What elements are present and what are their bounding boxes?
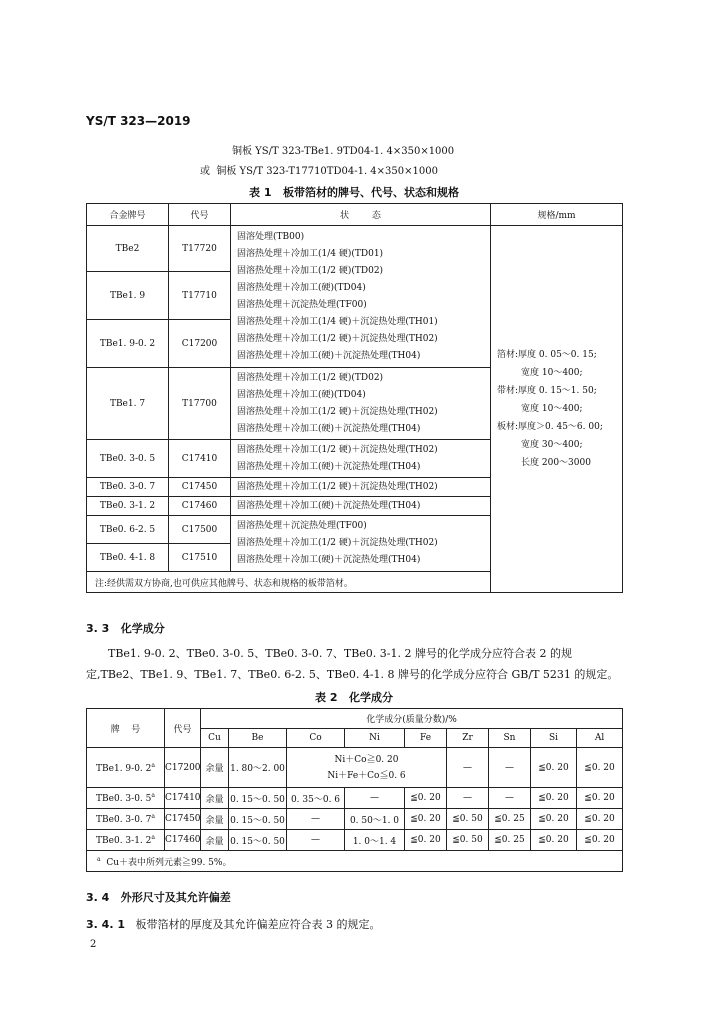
al-cell: ≦0. 20 [577,809,623,830]
be-cell: 1. 80～2. 00 [229,748,287,788]
state-line: 固溶热处理＋冷加工(硬)＋沉淀热处理(TH04) [237,461,421,472]
state-cell [231,478,491,497]
designation-example-2: 或 铜板 YS/T 323-T17710TD04-1. 4×350×1000 [200,166,438,177]
section-3-4-1 [86,916,380,932]
table1-caption: 表 1 板带箔材的牌号、代号、状态和规格 [249,186,459,199]
table-row [87,226,623,272]
state-line: 固溶热处理＋冷加工(硬)(TD04) [237,282,366,293]
ni-cell: — [345,788,405,809]
code-cell: T17720 [169,226,231,272]
element-header: Sn [489,729,531,748]
state-line: 固溶热处理＋冷加工(1/2 硬)＋沉淀热处理(TH02) [237,538,438,548]
state-cell [231,226,491,368]
code-cell: C17460 [165,830,201,851]
grade-cell: TBe0. 3-0. 7$^a$ [87,809,165,830]
fe-cell: ≦0. 20 [405,788,447,809]
header-grade: 合金牌号 [87,204,169,226]
table1 [86,203,623,593]
table-row [87,830,623,851]
co-cell: — [287,830,345,851]
spec-line: 长度 200～3000 [521,458,591,468]
element-header: Al [577,729,623,748]
sn-cell: ≦0. 25 [489,830,531,851]
grade-cell: TBe1. 9-0. 2 [87,320,169,368]
be-cell: 0. 15～0. 50 [229,830,287,851]
code-cell: T17710 [169,272,231,320]
state-line: 固溶热处理＋冷加工(硬)＋沉淀热处理(TH04) [237,423,421,434]
zr-cell: ≦0. 50 [447,809,489,830]
code-cell: C17450 [169,478,231,497]
table2-caption: 表 2 化学成分 [315,691,393,704]
state-cell [231,440,491,478]
cu-cell: 余量 [201,788,229,809]
element-header: Fe [405,729,447,748]
zr-cell: — [447,748,489,788]
ni-cell: 0. 50～1. 0 [345,809,405,830]
sn-cell: — [489,788,531,809]
grade-cell: TBe1. 9-0. 2$^a$ [87,748,165,788]
state-line: 固溶热处理＋沉淀热处理(TF00) [237,521,367,531]
si-cell: ≦0. 20 [531,830,577,851]
state-line: 固溶热处理＋冷加工(硬)＋沉淀热处理(TH04) [237,555,421,565]
element-header: Cu [201,729,229,748]
fe-cell: ≦0. 20 [405,830,447,851]
grade-cell: TBe0. 3-1. 2 [87,497,169,516]
table1-note: 注:经供需双方协商,也可供应其他牌号、状态和规格的板带箔材。 [87,572,623,593]
be-cell: 0. 15～0. 50 [229,788,287,809]
table2-footnote-row [87,851,623,872]
header-chemical-composition: 化学成分(质量分数)/% [201,709,623,729]
section-3-3-heading: 3. 3 化学成分 [86,622,165,635]
code-cell: C17410 [165,788,201,809]
al-cell: ≦0. 20 [577,788,623,809]
co-cell: — [287,809,345,830]
standard-number: YS/T 323—2019 [86,114,191,128]
header-code: 代号 [165,709,201,748]
code-cell: C17200 [165,748,201,788]
grade-cell: TBe1. 9 [87,272,169,320]
section-3-3-paragraph: TBe1. 9-0. 2、TBe0. 3-0. 5、TBe0. 3-0. 7、TBe0. 3-1. 2 牌号的化学成分应符合表 2 的规定,TBe2、TBe1. 9、TBe1. 7、TBe0. 6-2. 5、TBe0. 4-1. 8 牌号的化学成分应符合 GB/T 5231 的规定。 [86,647,619,681]
grade-cell: TBe2 [87,226,169,272]
spec-line: 宽度 30～400; [521,440,583,450]
state-line: 固溶热处理＋冷加工(硬)(TD04) [237,389,366,400]
state-line: 固溶热处理＋冷加工(1/4 硬)(TD01) [237,248,384,259]
header-spec: 规格/mm [491,204,623,226]
table2 [86,708,623,872]
spec-cell [491,226,623,593]
element-header: Co [287,729,345,748]
co-cell: 0. 35～0. 6 [287,788,345,809]
fe-cell: ≦0. 20 [405,809,447,830]
zr-cell: ≦0. 50 [447,830,489,851]
table-row [87,788,623,809]
header-code: 代号 [169,204,231,226]
section-3-4-heading: 3. 4 外形尺寸及其允许偏差 [86,891,231,904]
footnote-mark: a [97,855,101,863]
sn-cell: ≦0. 25 [489,809,531,830]
state-line: 固溶热处理＋冷加工(1/2 硬)＋沉淀热处理(TH02) [237,481,438,492]
grade-cell: TBe0. 3-0. 5 [87,440,169,478]
element-header: Be [229,729,287,748]
state-line: 固溶热处理＋冷加工(1/2 硬)(TD02) [237,265,384,276]
state-line: 固溶热处理＋冷加工(1/4 硬)＋沉淀热处理(TH01) [237,316,438,327]
state-line: 固溶热处理＋冷加工(1/2 硬)(TD02) [237,372,384,383]
state-line: 固溶热处理＋冷加工(1/2 硬)＋沉淀热处理(TH02) [237,406,438,417]
ni-cell: 1. 0～1. 4 [345,830,405,851]
spec-line: 宽度 10～400; [521,368,583,378]
state-line: 固溶热处理＋沉淀热处理(TF00) [237,299,367,310]
code-cell: C17510 [169,544,231,572]
designation-example-1: 铜板 YS/T 323-TBe1. 9TD04-1. 4×350×1000 [232,146,455,157]
grade-cell: TBe0. 3-0. 5$^a$ [87,788,165,809]
spec-line: 板材:厚度＞0. 45～6. 00; [497,422,603,432]
state-cell [231,368,491,440]
element-header: Ni [345,729,405,748]
spec-line: 箔材:厚度 0. 05～0. 15; [497,350,597,360]
element-header: Zr [447,729,489,748]
header-state: 状 态 [231,204,491,226]
grade-cell: TBe0. 4-1. 8 [87,544,169,572]
state-line: 固溶处理(TB00) [237,231,305,242]
code-cell: C17450 [165,809,201,830]
table1-header-row [87,204,623,226]
section-3-4-1-number: 3. 4. 1 [86,918,125,931]
state-line: 固溶热处理＋冷加工(硬)＋沉淀热处理(TH04) [237,500,421,511]
section-3-4-1-text: 板带箔材的厚度及其允许偏差应符合表 3 的规定。 [135,918,381,931]
grade-cell: TBe1. 7 [87,368,169,440]
code-cell: C17200 [169,320,231,368]
state-line: 固溶热处理＋冷加工(1/2 硬)＋沉淀热处理(TH02) [237,444,438,455]
table2-footnote: $^a$ Cu＋表中所列元素≧99. 5%。 [87,851,623,872]
state-line: 固溶热处理＋冷加工(1/2 硬)＋沉淀热处理(TH02) [237,333,438,344]
sn-cell: — [489,748,531,788]
page-number: 2 [90,939,97,950]
spec-line: 带材:厚度 0. 15～1. 50; [497,386,597,396]
table1-note-row [87,572,623,593]
table-row [87,809,623,830]
state-cell [231,497,491,516]
zr-cell: — [447,788,489,809]
be-cell: 0. 15～0. 50 [229,809,287,830]
si-cell: ≦0. 20 [531,809,577,830]
grade-cell: TBe0. 3-1. 2$^a$ [87,830,165,851]
code-cell: T17700 [169,368,231,440]
cu-cell: 余量 [201,809,229,830]
grade-cell: TBe0. 3-0. 7 [87,478,169,497]
si-cell: ≦0. 20 [531,788,577,809]
al-cell: ≦0. 20 [577,830,623,851]
table-row [87,748,623,788]
state-cell [231,516,491,572]
code-cell: C17410 [169,440,231,478]
code-cell: C17460 [169,497,231,516]
combined-ni-co-fe-cell: Ni＋Co≧0. 20 Ni＋Fe＋Co≦0. 6 [287,748,447,788]
table2-header-row [87,709,623,729]
state-line: 固溶热处理＋冷加工(硬)＋沉淀热处理(TH04) [237,350,421,361]
cu-cell: 余量 [201,830,229,851]
header-grade: 牌 号 [87,709,165,748]
al-cell: ≦0. 20 [577,748,623,788]
grade-cell: TBe0. 6-2. 5 [87,516,169,544]
element-header: Si [531,729,577,748]
si-cell: ≦0. 20 [531,748,577,788]
spec-line: 宽度 10～400; [521,404,583,414]
code-cell: C17500 [169,516,231,544]
cu-cell: 余量 [201,748,229,788]
